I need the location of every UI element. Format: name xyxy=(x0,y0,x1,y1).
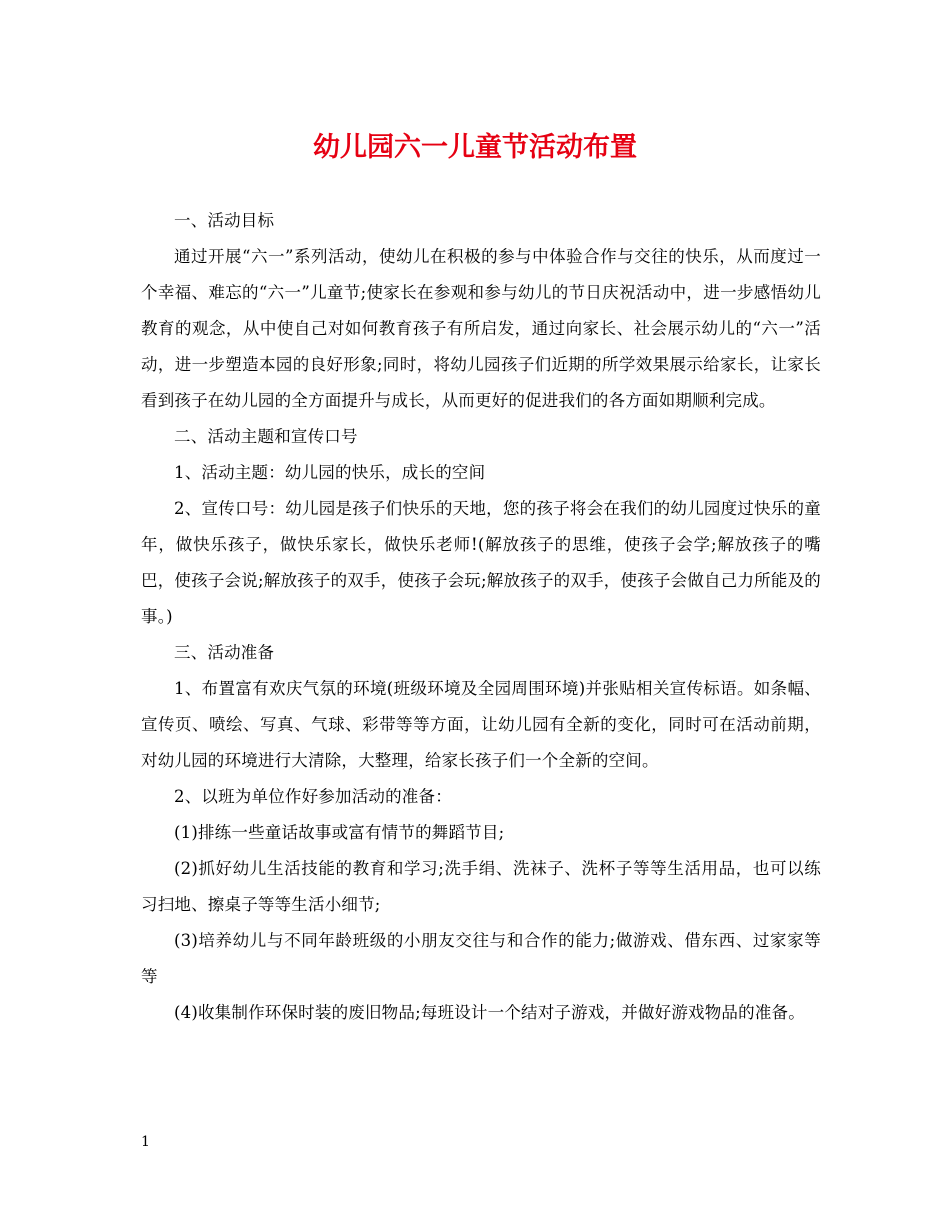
list-item-rehearsal: (1)排练一些童话故事或富有情节的舞蹈节目; xyxy=(174,823,505,842)
paragraph-goals: 通过开展“六一”系列活动，使幼儿在积极的参与中体验合作与交往的快乐，从而度过一个幸福、难忘的“六一”儿童节;使家长在参观和参与幼儿的节日庆祝活动中，进一步感悟幼儿教育的观念，从中使自己对如何教育孩子有所启发，通过向家长、社会展示幼儿的“六一”活动，进一步塑造本园的良好形象;同时，将幼儿园孩子们近期的所学效果展示给家长，让家长看到孩子在幼儿园的全方面提升与成长，从而更好的促进我们的各方面如期顺利完成。 xyxy=(141,247,821,410)
section-heading-preparation: 三、活动准备 xyxy=(174,643,275,662)
section-heading-goals: 一、活动目标 xyxy=(174,211,275,230)
page-number: 1 xyxy=(141,1134,150,1150)
section-heading-theme: 二、活动主题和宣传口号 xyxy=(174,427,358,446)
list-item-materials: (4)收集制作环保时装的废旧物品;每班设计一个结对子游戏，并做好游戏物品的准备。 xyxy=(174,1003,805,1022)
paragraph-theme: 1、活动主题：幼儿园的快乐，成长的空间 xyxy=(174,463,486,482)
paragraph-class-preparation: 2、以班为单位作好参加活动的准备： xyxy=(174,787,452,806)
document-body xyxy=(141,203,821,1031)
paragraph-slogan: 2、宣传口号：幼儿园是孩子们快乐的天地，您的孩子将会在我们的幼儿园度过快乐的童年，做快乐孩子，做快乐家长，做快乐老师!(解放孩子的思维，使孩子会学;解放孩子的嘴巴，使孩子会说;解放孩子的双手，使孩子会玩;解放孩子的双手，使孩子会做自己力所能及的事。) xyxy=(141,499,821,626)
list-item-life-skills: (2)抓好幼儿生活技能的教育和学习;洗手绢、洗袜子、洗杯子等等生活用品，也可以练习扫地、擦桌子等等生活小细节; xyxy=(141,859,821,914)
document-title: 幼儿园六一儿童节活动布置 xyxy=(313,132,637,163)
list-item-cooperation: (3)培养幼儿与不同年龄班级的小朋友交往与和合作的能力;做游戏、借东西、过家家等等 xyxy=(141,931,821,986)
paragraph-environment: 1、布置富有欢庆气氛的环境(班级环境及全园周围环境)并张贴相关宣传标语。如条幅、宣传页、喷绘、写真、气球、彩带等等方面，让幼儿园有全新的变化，同时可在活动前期，对幼儿园的环境进行大清除，大整理，给家长孩子们一个全新的空间。 xyxy=(141,679,821,770)
